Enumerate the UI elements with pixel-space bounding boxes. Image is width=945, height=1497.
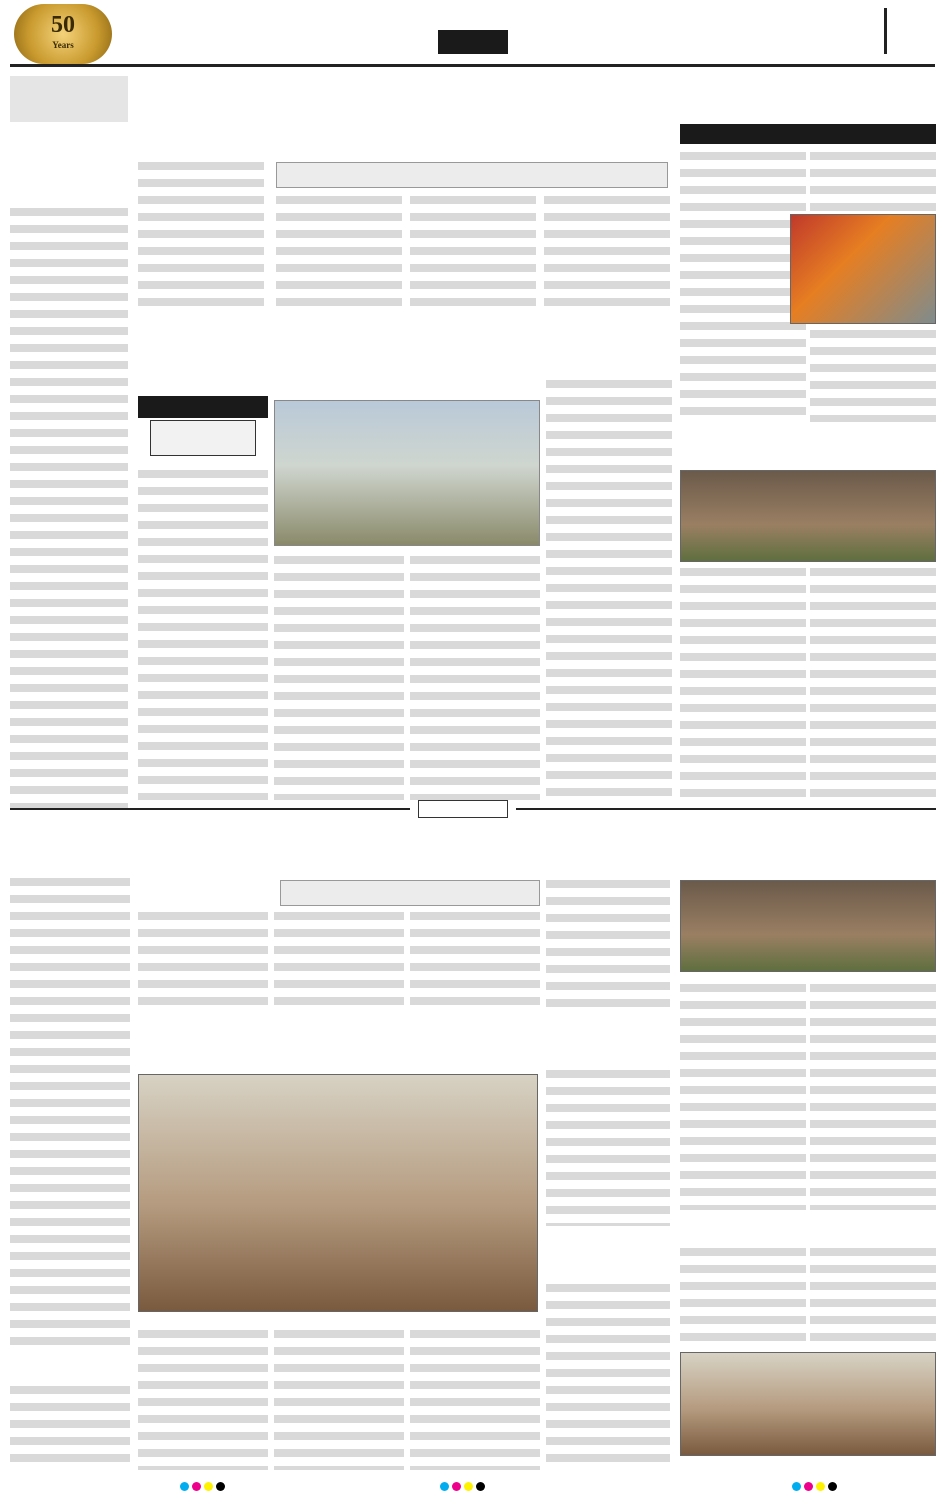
- right-body-5: [810, 568, 936, 798]
- bottom-subhead-box: [280, 880, 540, 906]
- sidebar-body-1: [10, 208, 128, 808]
- bottom-body-col-3: [410, 912, 540, 1012]
- mid-body-col-2: [274, 556, 404, 800]
- lower-left-headline: [10, 822, 130, 870]
- pink-booth-body: [546, 1070, 670, 1226]
- lower-left-body-1: [10, 878, 130, 1348]
- mid-kicker-box: [150, 420, 256, 456]
- godown-body-2: [810, 984, 936, 1210]
- section-title: [680, 6, 880, 56]
- section-label-box: [418, 800, 508, 818]
- lower-left-headline-2: [10, 1352, 130, 1382]
- youth-death-headline: [546, 1230, 670, 1280]
- tobacco-body-col-2: [274, 1330, 404, 1470]
- tobacco-event-photo: [138, 1074, 538, 1312]
- masthead-rule: [10, 64, 935, 67]
- bridge-photo: [274, 400, 540, 546]
- dateline: [150, 10, 280, 50]
- bottom-headline-1: [138, 822, 670, 878]
- section-rule-right: [516, 808, 936, 810]
- teacher-union-body-1: [680, 1248, 806, 1344]
- bottom-body-col-4: [546, 880, 670, 1012]
- right-body-3: [810, 330, 936, 422]
- right-subhead-band-1: [680, 124, 936, 144]
- badge-number: 50: [51, 12, 75, 38]
- mid-body-col-4: [546, 380, 672, 800]
- sidebar-tag-box: [10, 76, 128, 122]
- lead-body-col-1: [138, 162, 264, 314]
- lead-body-col-2: [276, 196, 402, 314]
- bottom-body-col-2: [274, 912, 404, 1012]
- mid-headline: [138, 316, 670, 386]
- youth-death-body: [546, 1284, 670, 1470]
- brick-kiln-photo: [680, 470, 936, 562]
- teacher-union-body-2: [810, 1248, 936, 1344]
- tobacco-body-col-3: [410, 1330, 540, 1470]
- bottom-headline-2: [138, 1016, 538, 1072]
- sidebar-headline: [10, 126, 128, 190]
- lead-subhead-box: [276, 162, 668, 188]
- tobacco-body-col-1: [138, 1330, 268, 1470]
- badge-label: Years: [52, 40, 74, 50]
- district-tag: [438, 30, 508, 54]
- section-rule-left: [10, 808, 410, 810]
- right-headline-3: [680, 822, 936, 866]
- godown-photo: [680, 880, 936, 972]
- godown-body-1: [680, 984, 806, 1210]
- page-number: [896, 6, 936, 56]
- pink-booth-headline: [546, 1016, 670, 1066]
- felicitation-photo: [680, 1352, 936, 1456]
- lower-left-body-2: [10, 1386, 130, 1468]
- right-body-4: [680, 568, 806, 798]
- lead-body-col-3: [410, 196, 536, 314]
- registration-marks: [0, 1476, 945, 1496]
- mid-body-col-1: [138, 470, 268, 800]
- teacher-union-headline: [680, 1214, 936, 1244]
- mid-body-col-3: [410, 556, 540, 800]
- lead-headline: [138, 74, 668, 156]
- anniversary-badge: [14, 4, 112, 64]
- mid-kicker-band: [138, 396, 268, 418]
- right-body-1: [680, 152, 806, 422]
- right-body-2: [810, 152, 936, 212]
- polling-booth-photo: [790, 214, 936, 324]
- masthead-divider: [884, 8, 887, 54]
- lead-body-col-4: [544, 196, 670, 314]
- right-headline-1: [680, 74, 936, 124]
- bottom-body-col-1: [138, 912, 268, 1012]
- right-headline-2: [680, 428, 936, 468]
